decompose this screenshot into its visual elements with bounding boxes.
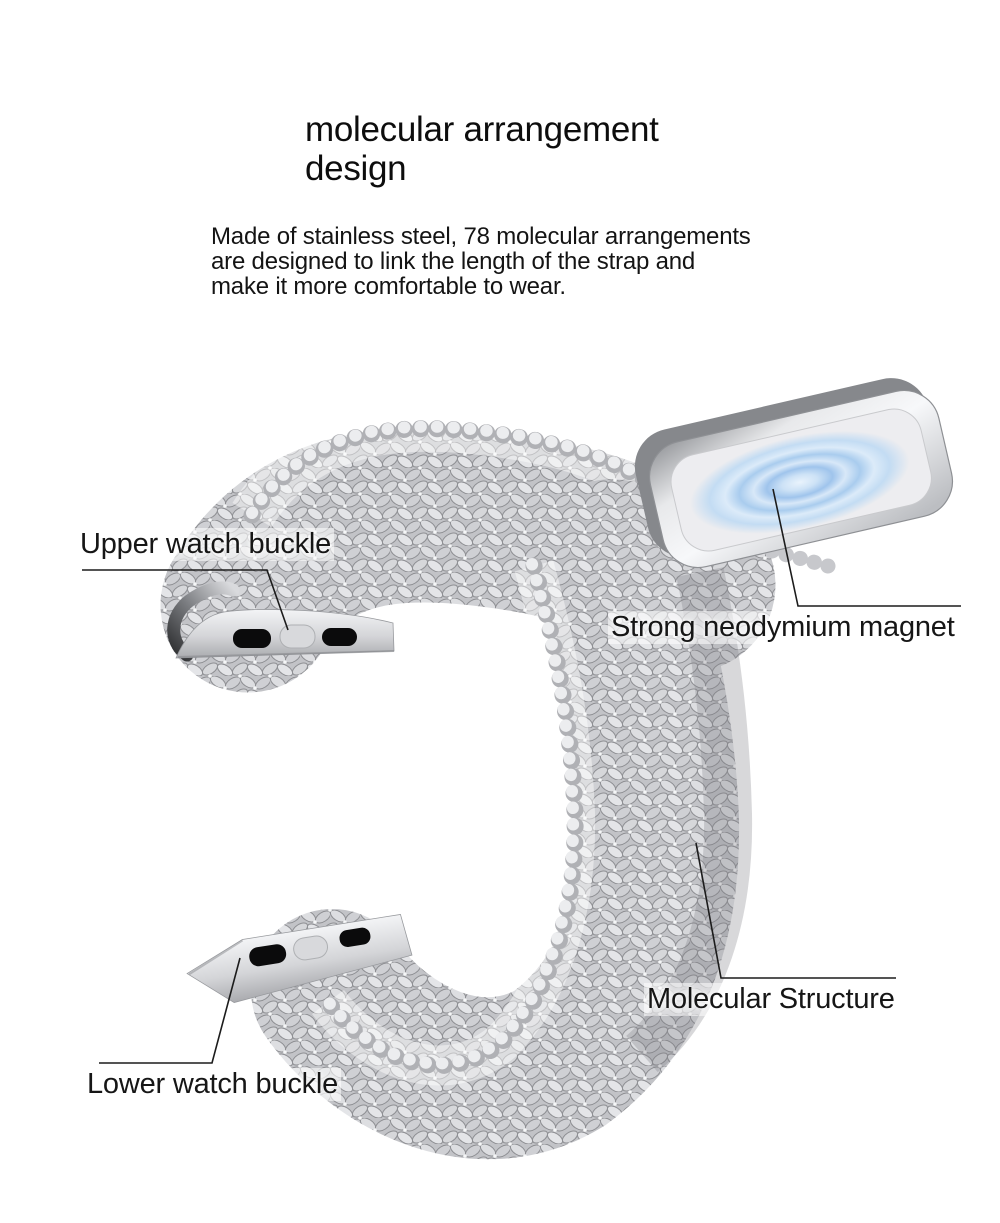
magnet-plate bbox=[627, 369, 959, 578]
molecular-structure-label: Molecular Structure bbox=[644, 983, 898, 1016]
product-description bbox=[211, 224, 751, 299]
title-line-1: molecular arrangement bbox=[305, 110, 659, 149]
title-line-2: design bbox=[305, 149, 407, 188]
upper-buckle-label: Upper watch buckle bbox=[77, 528, 334, 561]
magnet-label: Strong neodymium magnet bbox=[608, 611, 958, 644]
description-line: Made of stainless steel, 78 molecular arrangements bbox=[211, 223, 751, 250]
page-title bbox=[305, 110, 659, 188]
lower-buckle-label: Lower watch buckle bbox=[84, 1068, 341, 1101]
description-line: make it more comfortable to wear. bbox=[211, 273, 566, 300]
buckle-button bbox=[280, 625, 315, 648]
buckle-slot bbox=[322, 628, 357, 646]
description-line: are designed to link the length of the strap and bbox=[211, 248, 696, 275]
buckle-slot bbox=[233, 629, 271, 648]
